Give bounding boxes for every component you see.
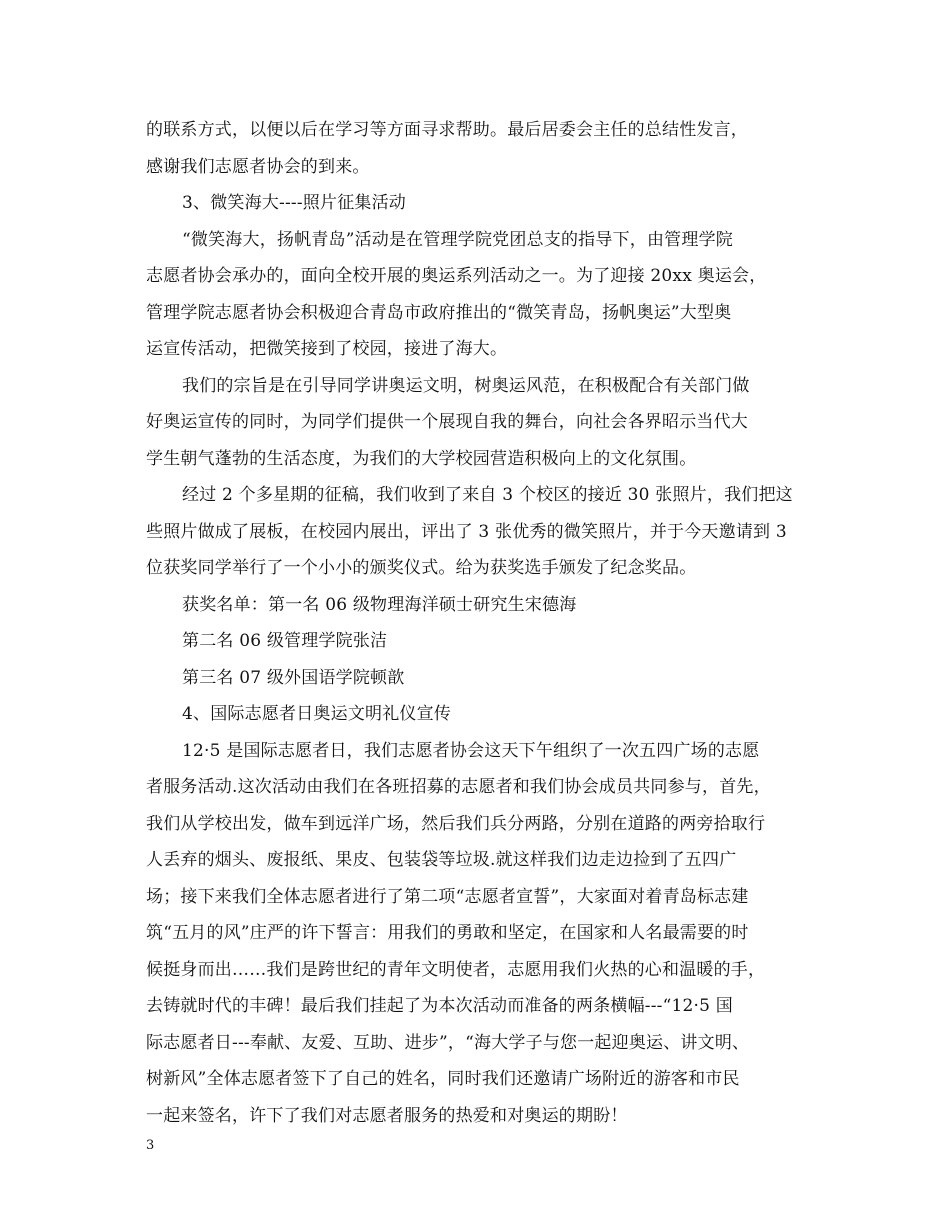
text-line: 我们的宗旨是在引导同学讲奥运文明，树奥运风范，在积极配合有关部门做 bbox=[182, 375, 750, 396]
text-line: 际志愿者日---奉献、友爱、互助、进步”，“海大学子与您一起迎奥运、讲文明、 bbox=[146, 1032, 750, 1053]
text-line: 经过 2 个多星期的征稿，我们收到了来自 3 个校区的接近 30 张照片，我们把这 bbox=[182, 485, 793, 505]
award-list-item: 第二名 06 级管理学院张洁 bbox=[182, 631, 388, 651]
document-body bbox=[146, 112, 811, 1134]
text-line: 一起来签名，许下了我们对志愿者服务的热爱和对奥运的期盼！ bbox=[146, 1105, 628, 1126]
text-line: 些照片做成了展板，在校园内展出，评出了 3 张优秀的微笑照片，并于今天邀请到 3 bbox=[146, 521, 787, 542]
text-line: 好奥运宣传的同时，为同学们提供一个展现自我的舞台，向社会各界昭示当代大 bbox=[146, 412, 748, 432]
text-line: 人丢弃的烟头、废报纸、果皮、包装袋等垃圾.就这样我们边走边捡到了五四广 bbox=[146, 850, 737, 870]
text-line: 场；接下来我们全体志愿者进行了第二项“志愿者宣誓”，大家面对着青岛标志建 bbox=[146, 886, 749, 907]
text-line: 运宣传活动，把微笑接到了校园，接进了海大。 bbox=[146, 339, 508, 359]
text-line: 管理学院志愿者协会积极迎合青岛市政府推出的“微笑青岛，扬帆奥运”大型奥 bbox=[146, 302, 732, 323]
text-line: 位获奖同学举行了一个小小的颁奖仪式。给为获奖选手颁发了纪念奖品。 bbox=[146, 558, 697, 578]
text-line: 我们从学校出发，做车到远洋广场，然后我们兵分两路，分别在道路的两旁拾取行 bbox=[146, 813, 766, 834]
section-heading: 4、国际志愿者日奥运文明礼仪宣传 bbox=[182, 704, 452, 724]
page-number: 3 bbox=[146, 1138, 155, 1153]
award-list-item: 第三名 07 级外国语学院顿歆 bbox=[182, 667, 405, 688]
text-line: 树新风”全体志愿者签下了自己的姓名，同时我们还邀请广场附近的游客和市民 bbox=[146, 1069, 740, 1089]
text-line: 志愿者协会承办的，面向全校开展的奥运系列活动之一。为了迎接 20xx 奥运会， bbox=[146, 266, 767, 286]
text-line: 筑“五月的风”庄严的许下誓言：用我们的勇敢和坚定，在国家和人名最需要的时 bbox=[146, 923, 749, 943]
text-line: 12·5 是国际志愿者日，我们志愿者协会这天下午组织了一次五四广场的志愿 bbox=[182, 740, 760, 761]
text-line: 学生朝气蓬勃的生活态度，为我们的大学校园营造积极向上的文化氛围。 bbox=[146, 448, 697, 469]
text-line: 的联系方式，以便以后在学习等方面寻求帮助。最后居委会主任的总结性发言， bbox=[146, 120, 748, 140]
text-line: “微笑海大，扬帆青岛”活动是在管理学院党团总支的指导下，由管理学院 bbox=[182, 229, 733, 250]
award-list-item: 获奖名单：第一名 06 级物理海洋硕士研究生宋德海 bbox=[182, 594, 577, 615]
text-line: 感谢我们志愿者协会的到来。 bbox=[146, 156, 370, 177]
section-heading: 3、微笑海大----照片征集活动 bbox=[182, 193, 406, 213]
text-line: 去铸就时代的丰碑！最后我们挂起了为本次活动而准备的两条横幅---“12·5 国 bbox=[146, 996, 733, 1016]
text-line: 候挺身而出……我们是跨世纪的青年文明使者，志愿用我们火热的心和温暖的手， bbox=[146, 959, 766, 980]
text-line: 者服务活动.这次活动由我们在各班招募的志愿者和我们协会成员共同参与，首先， bbox=[146, 777, 771, 797]
